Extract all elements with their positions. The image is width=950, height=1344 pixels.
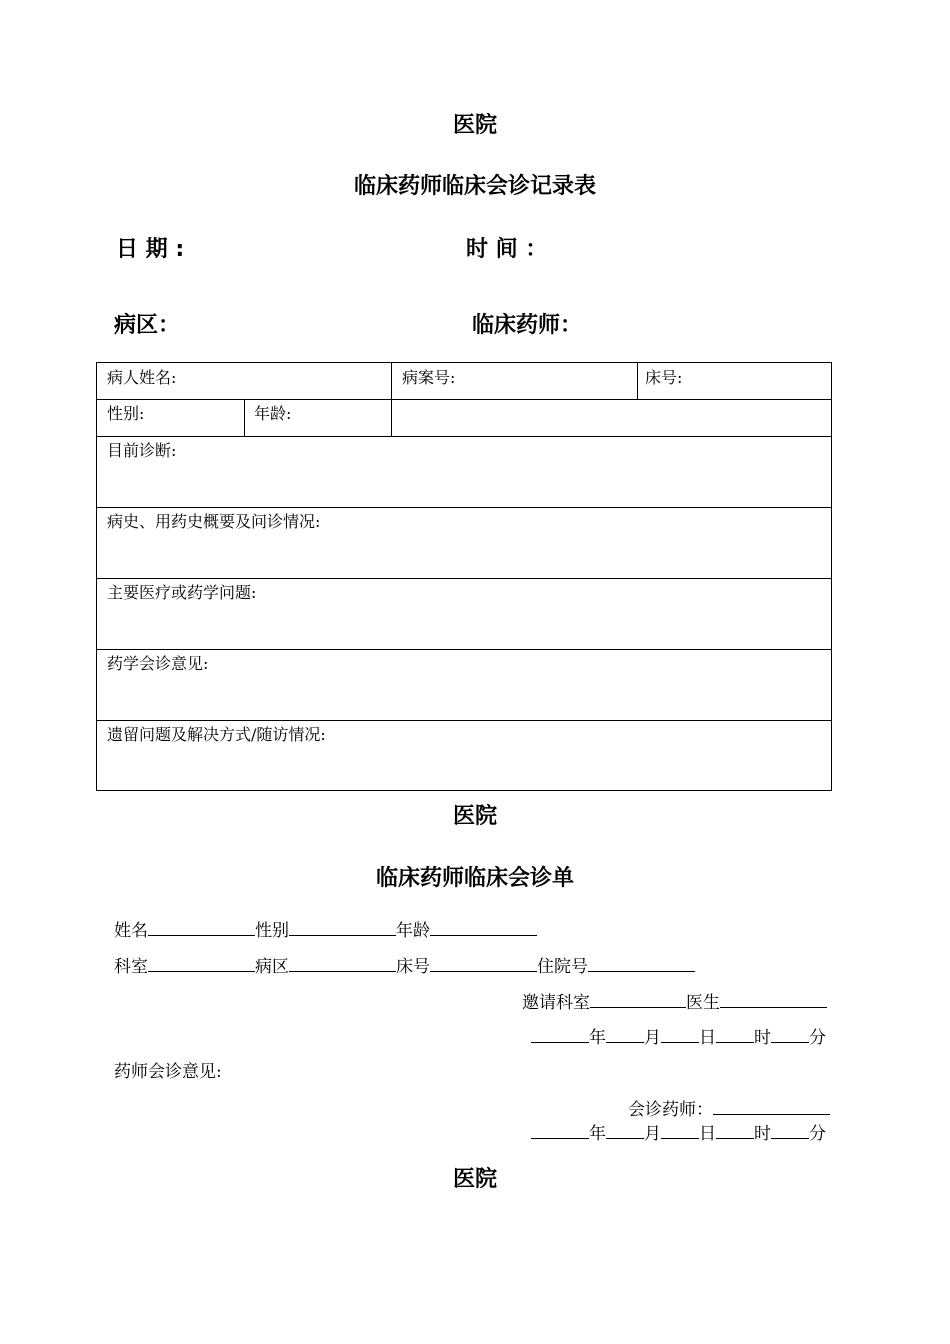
patient-info-row-2 — [114, 953, 695, 979]
year-label: 年 — [589, 1124, 606, 1144]
table-row-divider — [97, 649, 831, 650]
year-blank[interactable] — [531, 1024, 589, 1043]
request-datetime-row — [531, 1024, 826, 1050]
diagnosis-field[interactable]: 目前诊断: — [107, 441, 177, 460]
hospital-title-2: 医院 — [452, 804, 497, 829]
hour-blank[interactable] — [716, 1024, 754, 1043]
history-field[interactable]: 病史、用药史概要及问诊情况: — [107, 512, 321, 531]
pharmacist-label: 临床药师： — [472, 313, 583, 338]
year-label: 年 — [589, 1028, 606, 1048]
table-row-divider — [97, 436, 831, 437]
main-issues-field[interactable]: 主要医疗或药学问题: — [107, 583, 257, 602]
consult-pharmacist-row — [628, 1096, 830, 1122]
bed-label: 床号 — [396, 957, 430, 977]
ward-blank[interactable] — [289, 953, 396, 972]
table-col-divider — [391, 363, 392, 436]
table-col-divider — [244, 399, 245, 436]
bed-blank[interactable] — [430, 953, 537, 972]
table-col-divider — [637, 363, 638, 399]
gender-label: 性别 — [255, 921, 289, 941]
invite-row — [522, 989, 827, 1015]
day-label: 日 — [699, 1028, 716, 1048]
day-blank[interactable] — [661, 1024, 699, 1043]
consult-datetime-row — [531, 1120, 826, 1146]
table-row-divider — [97, 399, 831, 400]
ward-label: 病区： — [114, 313, 181, 338]
month-label: 月 — [644, 1028, 661, 1048]
month-blank[interactable] — [606, 1024, 644, 1043]
name-blank[interactable] — [148, 917, 255, 936]
gender-field[interactable]: 性别: — [107, 404, 145, 423]
admission-label: 住院号 — [537, 957, 588, 977]
pharmacy-opinion-field[interactable]: 药学会诊意见: — [107, 654, 209, 673]
gender-blank[interactable] — [289, 917, 396, 936]
table-row-divider — [97, 507, 831, 508]
year-blank[interactable] — [531, 1120, 589, 1139]
doctor-label: 医生 — [686, 993, 720, 1013]
name-label: 姓名 — [114, 921, 148, 941]
age-blank[interactable] — [430, 917, 537, 936]
consult-pharmacist-label: 会诊药师： — [628, 1100, 713, 1120]
bed-number-field[interactable]: 床号: — [645, 368, 683, 387]
case-number-field[interactable]: 病案号: — [402, 368, 456, 387]
minute-blank[interactable] — [771, 1024, 809, 1043]
admission-blank[interactable] — [588, 953, 695, 972]
invite-dept-blank[interactable] — [590, 989, 686, 1008]
consult-slip-title: 临床药师临床会诊单 — [375, 866, 574, 891]
time-label: 时 间 ： — [466, 237, 548, 262]
hour-label: 时 — [754, 1124, 771, 1144]
department-label: 科室 — [114, 957, 148, 977]
hour-label: 时 — [754, 1028, 771, 1048]
patient-info-row-1 — [114, 917, 537, 943]
ward-label-2: 病区 — [255, 957, 289, 977]
table-row-divider — [97, 578, 831, 579]
pharmacist-opinion-label: 药师会诊意见: — [114, 1062, 222, 1082]
month-label: 月 — [644, 1124, 661, 1144]
followup-field[interactable]: 遗留问题及解决方式/随访情况: — [107, 725, 326, 744]
record-form-title: 临床药师临床会诊记录表 — [353, 174, 596, 199]
month-blank[interactable] — [606, 1120, 644, 1139]
table-row-divider — [97, 720, 831, 721]
date-label: 日 期 : — [116, 237, 185, 262]
day-blank[interactable] — [661, 1120, 699, 1139]
department-blank[interactable] — [148, 953, 255, 972]
consult-record-table — [96, 362, 832, 791]
minute-blank[interactable] — [771, 1120, 809, 1139]
minute-label: 分 — [809, 1124, 826, 1144]
age-label: 年龄 — [396, 921, 430, 941]
consult-pharmacist-blank[interactable] — [713, 1096, 830, 1115]
patient-name-field[interactable]: 病人姓名: — [107, 368, 177, 387]
age-field[interactable]: 年龄: — [254, 404, 292, 423]
hospital-title-3: 医院 — [452, 1167, 497, 1192]
minute-label: 分 — [809, 1028, 826, 1048]
invite-dept-label: 邀请科室 — [522, 993, 590, 1013]
hospital-title-1: 医院 — [452, 113, 497, 138]
doctor-blank[interactable] — [720, 989, 827, 1008]
hour-blank[interactable] — [716, 1120, 754, 1139]
day-label: 日 — [699, 1124, 716, 1144]
